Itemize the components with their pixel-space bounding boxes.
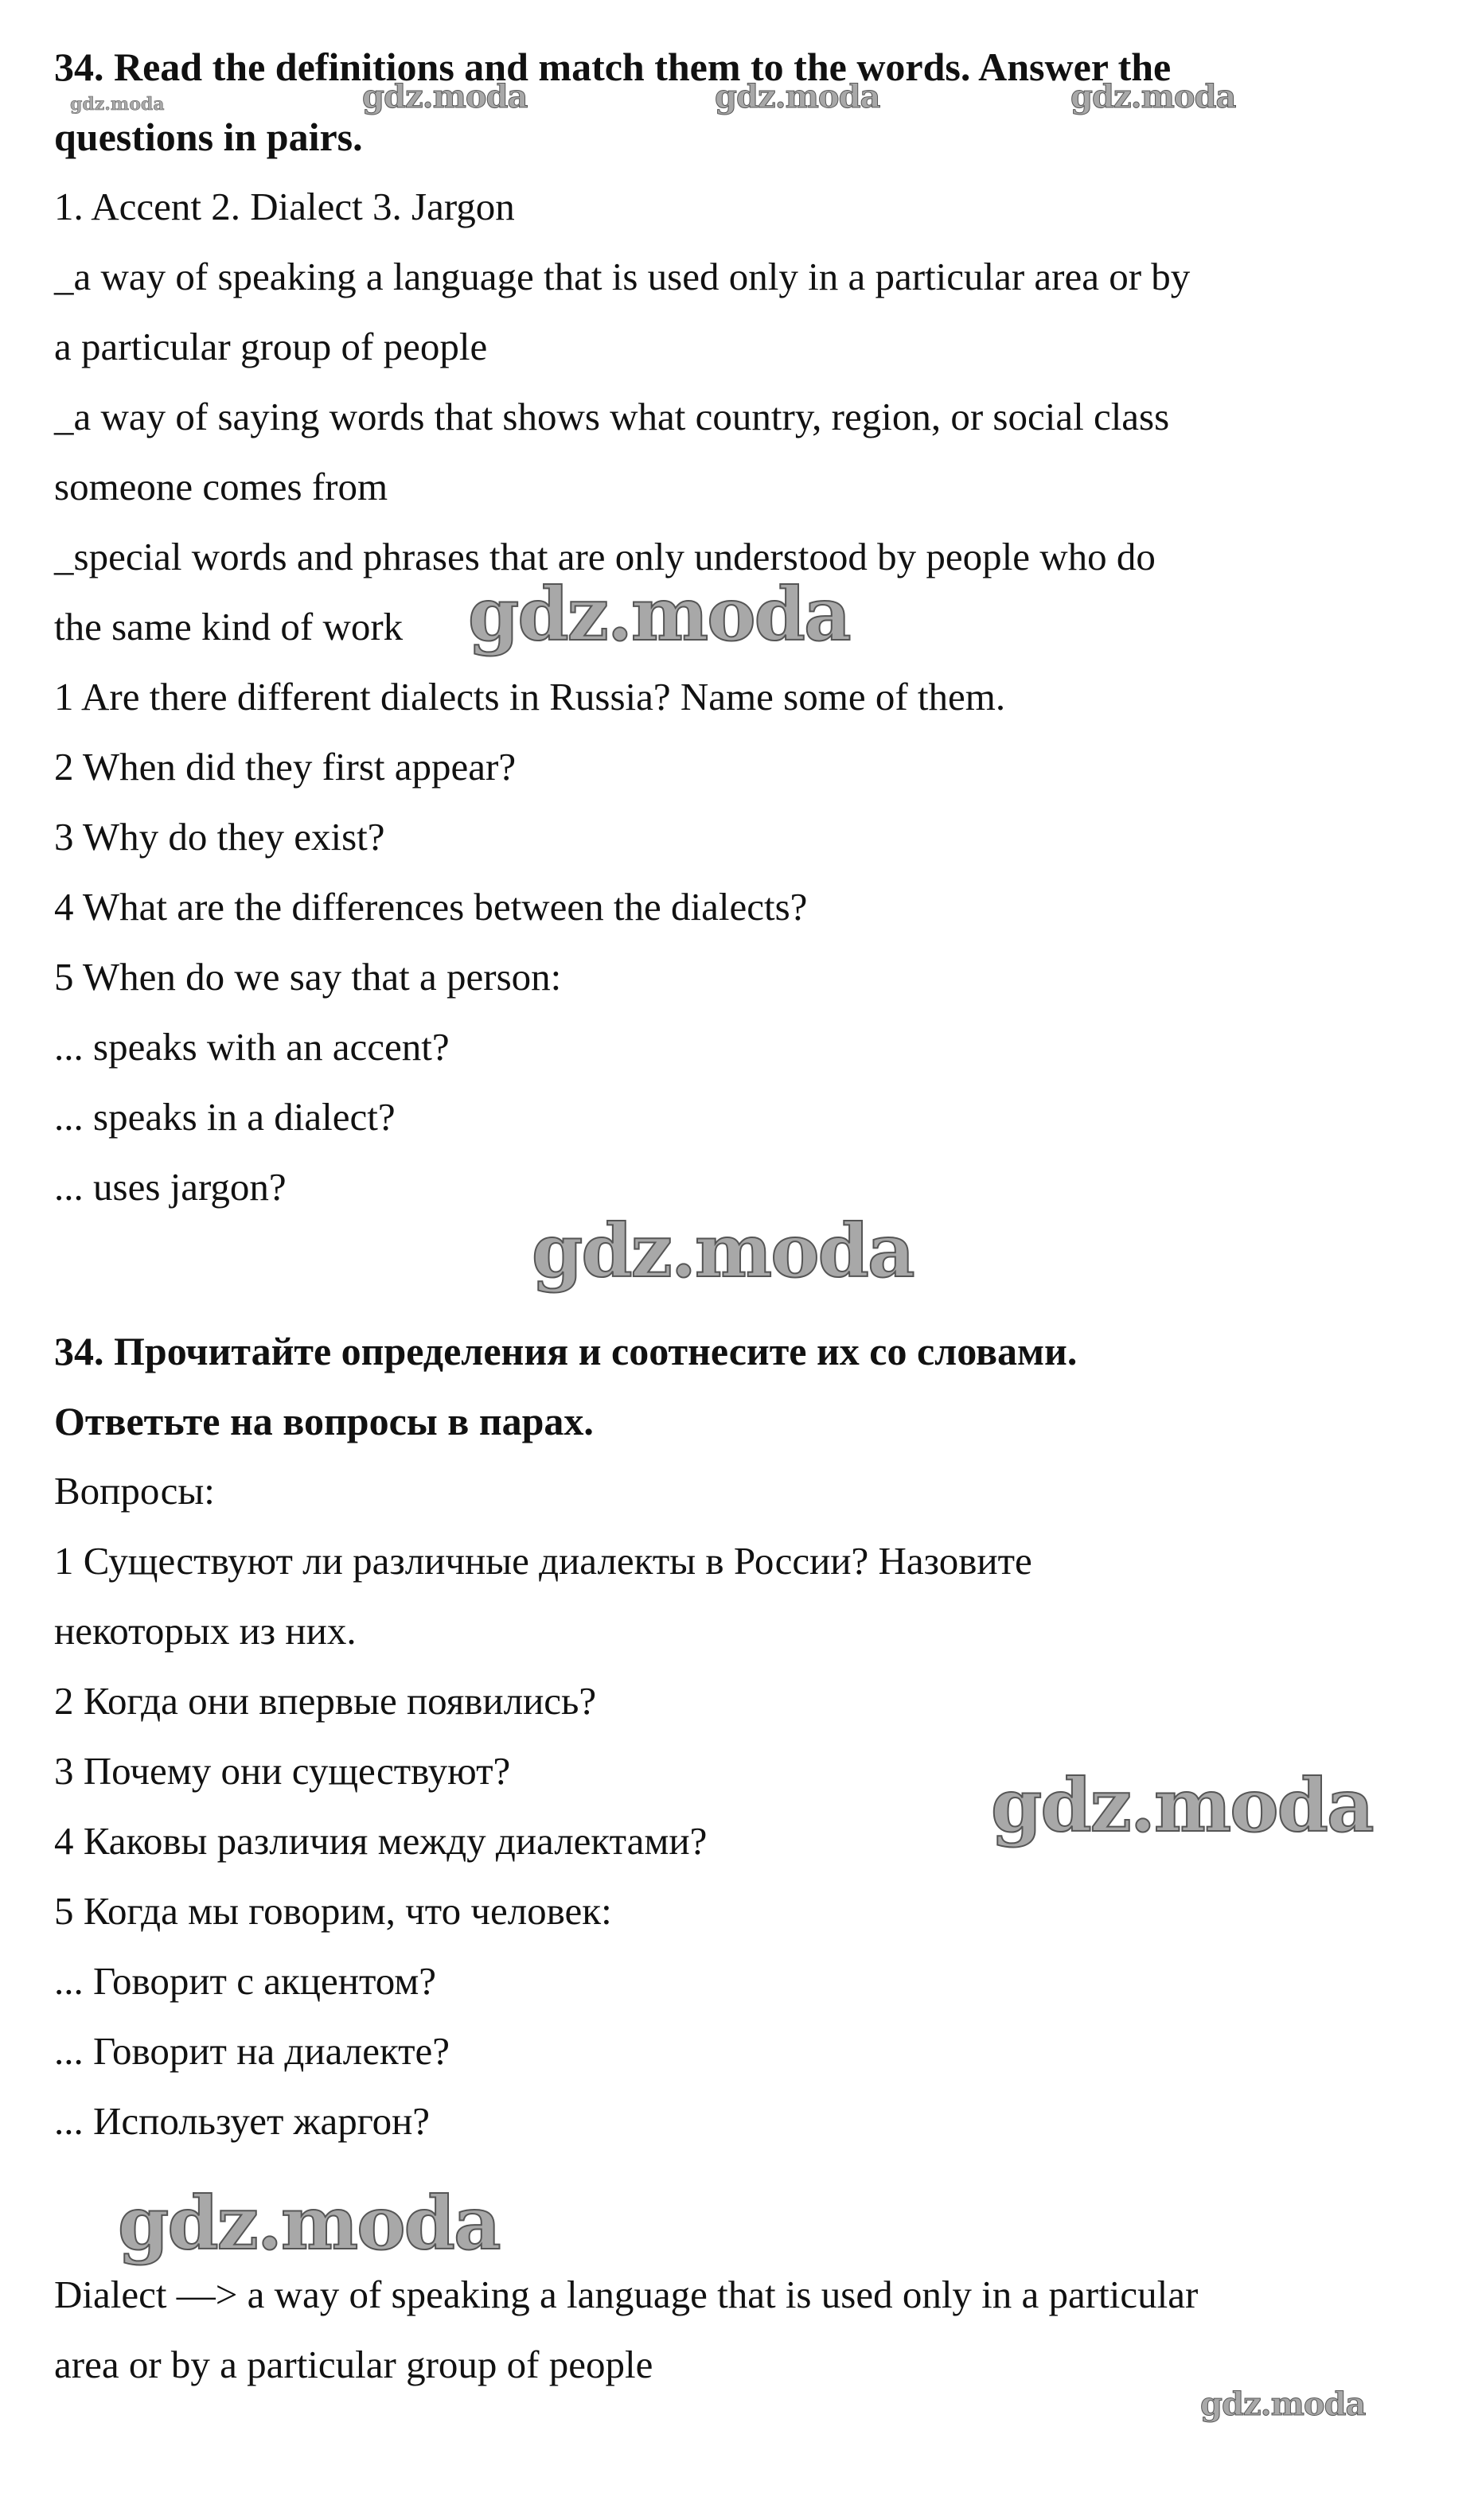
question-line: 3 Почему они существуют?	[54, 1749, 511, 1793]
definition-line: someone comes from	[54, 465, 388, 508]
english-heading-line-1: 34. Read the definitions and match them to the words. Answer the	[54, 45, 1172, 89]
definition-line: _a way of saying words that shows what country, region, or social class	[54, 395, 1170, 438]
question-line: 3 Why do they exist?	[54, 815, 385, 859]
english-heading-line-2: questions in pairs.	[54, 115, 363, 159]
definition-line: _special words and phrases that are only understood by people who do	[54, 535, 1156, 578]
question-line: некоторых из них.	[54, 1609, 357, 1653]
watermark-small-1: gdz.moda	[362, 78, 528, 115]
document-page	[54, 32, 1431, 2400]
watermark-tiny: gdz.moda	[70, 94, 165, 115]
definition-line: _a way of speaking a language that is used only in a particular area or by	[54, 255, 1191, 298]
watermark-small-3: gdz.moda	[1070, 78, 1236, 115]
question-line: 1 Are there different dialects in Russia? Name some of them.	[54, 675, 1006, 719]
questions-label: Вопросы:	[54, 1469, 215, 1513]
definition-line: the same kind of work	[54, 605, 404, 649]
question-line: ... Использует жаргон?	[54, 2099, 431, 2143]
answer-gap	[54, 2156, 1431, 2260]
answer-line: area or by a particular group of people	[54, 2343, 653, 2386]
watermark-large-3: gdz.moda	[991, 1762, 1373, 1848]
russian-heading-line-1: 34. Прочитайте определения и соотнесите их со словами.	[54, 1329, 1078, 1373]
question-line: 4 What are the differences between the dialects?	[54, 885, 808, 929]
question-line: ... Говорит с акцентом?	[54, 1959, 437, 2003]
question-line: 5 When do we say that a person:	[54, 955, 562, 999]
watermark-large-1: gdz.moda	[468, 571, 850, 657]
section-gap	[54, 1222, 1431, 1316]
question-line: 1 Существуют ли различные диалекты в России? Назовите	[54, 1539, 1032, 1583]
question-line: ... speaks with an accent?	[54, 1025, 450, 1069]
watermark-small-2: gdz.moda	[715, 78, 880, 115]
question-line: 2 When did they first appear?	[54, 745, 517, 789]
russian-heading-line-2: Ответьте на вопросы в парах.	[54, 1399, 594, 1443]
definitions-list	[54, 242, 1431, 662]
question-line: ... uses jargon?	[54, 1165, 287, 1209]
answer-line: Dialect —> a way of speaking a language that is used only in a particular	[54, 2273, 1199, 2316]
watermark-large-4: gdz.moda	[118, 2180, 500, 2266]
question-line: ... Говорит на диалекте?	[54, 2029, 450, 2073]
russian-questions-list	[54, 1526, 1431, 2156]
definition-line: a particular group of people	[54, 325, 488, 368]
english-questions-list	[54, 662, 1431, 1222]
question-line: 5 Когда мы говорим, что человек:	[54, 1889, 612, 1933]
answer-block	[54, 2260, 1431, 2400]
word-list: 1. Accent 2. Dialect 3. Jargon	[54, 185, 515, 228]
question-line: ... speaks in a dialect?	[54, 1095, 396, 1139]
question-line: 2 Когда они впервые появились?	[54, 1679, 597, 1723]
question-line: 4 Каковы различия между диалектами?	[54, 1819, 708, 1863]
watermark-small-4: gdz.moda	[1200, 2386, 1366, 2423]
watermark-large-2: gdz.moda	[532, 1208, 914, 1294]
